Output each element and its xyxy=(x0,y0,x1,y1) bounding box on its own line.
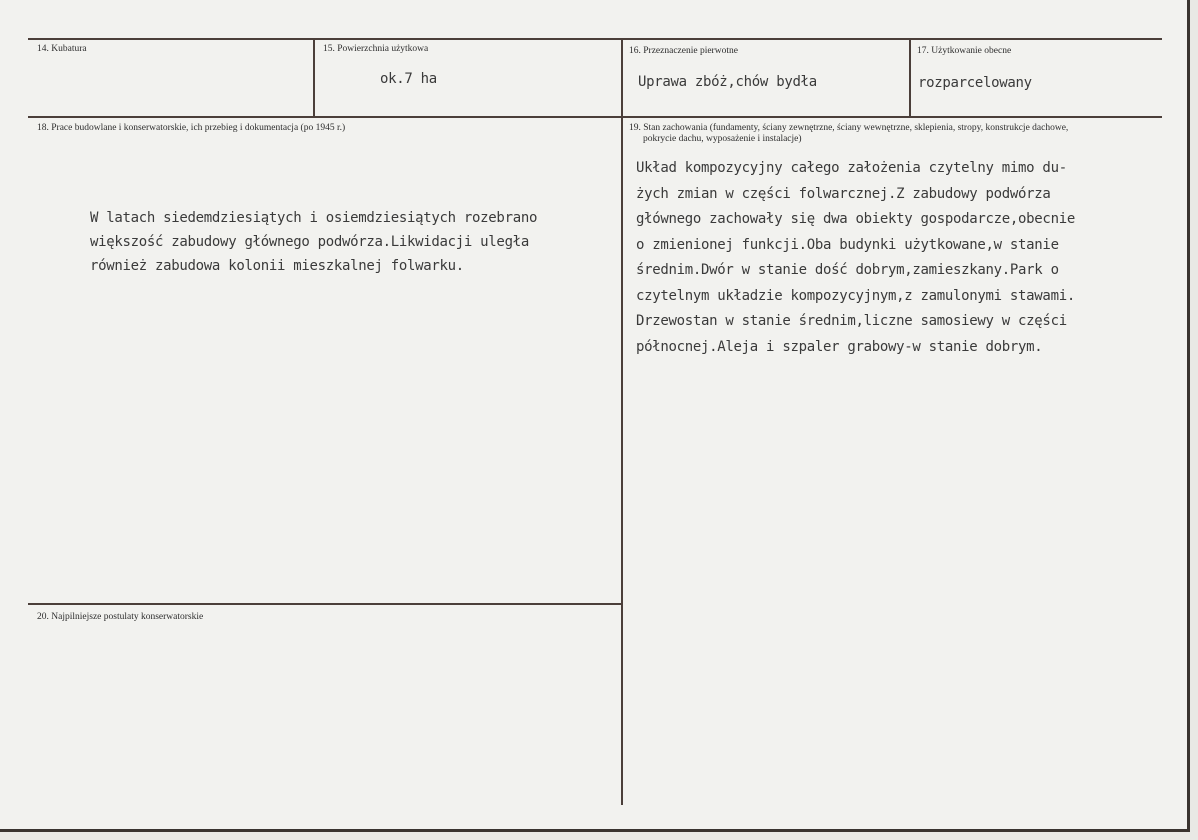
field-20-label: 20. Najpilniejsze postulaty konserwatorskie xyxy=(37,612,204,622)
field-17-label: 17. Użytkowanie obecne xyxy=(917,46,1012,56)
field-19-line: średnim.Dwór w stanie dość dobrym,zamieszkany.Park o xyxy=(636,262,1059,278)
row2-divider-rule xyxy=(28,603,622,605)
field-19-text xyxy=(636,156,1075,360)
field-19-line: żych zmian w części folwarcznej.Z zabudowy podwórza xyxy=(636,185,1051,202)
field-18-line: W latach siedemdziesiątych i osiemdziesiątych rozebrano xyxy=(90,210,538,226)
field-18-line: większość zabudowy głównego podwórza.Likwidacji uległa xyxy=(90,234,529,250)
field-19-line: czytelnym układzie kompozycyjnym,z zamulonymi stawami. xyxy=(636,287,1075,304)
field-19-label-line2: pokrycie dachu, wyposażenie i instalacje) xyxy=(643,134,802,144)
field-19-label-line1: 19. Stan zachowania (fundamenty, ściany zewnętrzne, ściany wewnętrzne, sklepienia, stropy, konstrukcje dachowe, xyxy=(629,123,1069,133)
field-17-value: rozparcelowany xyxy=(918,75,1032,91)
field-15-label: 15. Powierzchnia użytkowa xyxy=(323,44,429,54)
field-19-line: Układ kompozycyjny całego założenia czytelny mimo du- xyxy=(636,160,1067,176)
field-18-line: również zabudowa kolonii mieszkalnej folwarku. xyxy=(90,258,464,274)
field-19-line: północnej.Aleja i szpaler grabowy-w stanie dobrym. xyxy=(636,338,1043,355)
field-19-line: o zmienionej funkcji.Oba budynki użytkowane,w stanie xyxy=(636,236,1059,253)
field-14-label: 14. Kubatura xyxy=(37,44,87,54)
col-divider-16 xyxy=(621,38,623,805)
field-16-label: 16. Przeznaczenie pierwotne xyxy=(629,46,738,56)
row1-bottom-rule xyxy=(28,116,1162,118)
field-15-value: ok.7 ha xyxy=(380,71,437,87)
top-rule xyxy=(28,38,1162,40)
field-16-value: Uprawa zbóż,chów bydła xyxy=(638,74,817,90)
col-divider-15 xyxy=(313,38,315,117)
field-19-line: Drzewostan w stanie średnim,liczne samosiewy w części xyxy=(636,313,1067,329)
field-18-text xyxy=(90,206,537,278)
field-18-label: 18. Prace budowlane i konserwatorskie, ich przebieg i dokumentacja (po 1945 r.) xyxy=(37,123,346,133)
col-divider-17 xyxy=(909,38,911,117)
field-19-line: głównego zachowały się dwa obiekty gospodarcze,obecnie xyxy=(636,211,1075,227)
